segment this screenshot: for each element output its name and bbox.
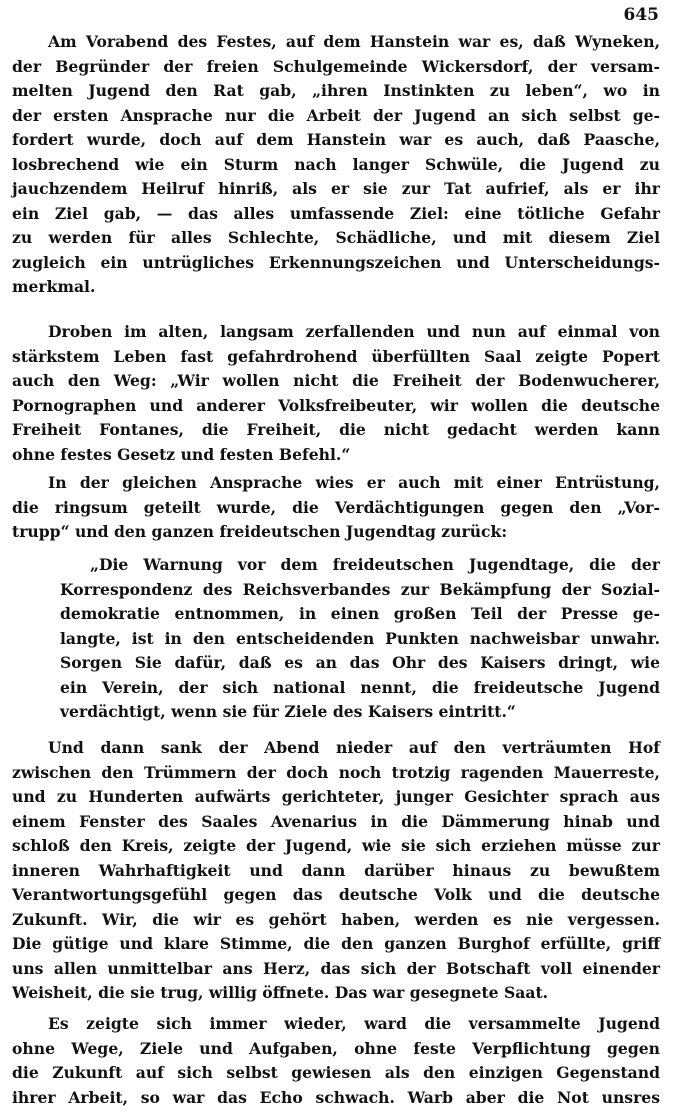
text-line: und zu Hunderten aufwärts gerichteter, junger Gesichter sprach aus [12, 787, 660, 806]
text-line: Die gütige und klare Stimme, die den ganzen Burghof erfüllte, griff [12, 934, 660, 953]
quote-line: verdächtigt, wenn sie für Ziele des Kaisers eintritt.“ [60, 702, 516, 721]
quote-line: Korrespondenz des Reichsverbandes zur Bekämpfung der Sozial- [60, 579, 660, 599]
paragraph-5 [12, 1012, 660, 1110]
text-line: Freiheit Fontanes, die Freiheit, die nicht gedacht werden kann [12, 420, 660, 439]
text-line: Am Vorabend des Festes, auf dem Hanstein war es, daß Wyneken, [48, 32, 660, 51]
text-line: ihrer Arbeit, so war das Echo schwach. Warb aber die Not unsres [12, 1087, 660, 1107]
text-line: melten Jugend den Rat gab, „ihren Instinkten zu leben“, wo in [12, 81, 660, 100]
text-line: Pornographen und anderer Volksfreibeuter, wir wollen die deutsche [12, 395, 660, 415]
text-line: einem Fenster des Saales Avenarius in die Dämmerung hinab und [12, 811, 660, 831]
text-line: Droben im alten, langsam zerfallenden und nun auf einmal von [48, 322, 660, 341]
text-line: fordert wurde, doch auf dem Hanstein war es auch, daß Paasche, [12, 130, 660, 149]
text-line: Und dann sank der Abend nieder auf den verträumten Hof [48, 738, 660, 757]
text-line: der Begründer der freien Schulgemeinde Wickersdorf, der versam- [12, 56, 660, 76]
paragraph-4 [12, 736, 660, 1006]
text-line: schloß den Kreis, zeigte der Jugend, wie sie sich erziehen müsse zur [12, 836, 660, 855]
text-line: Zukunft. Wir, die wir es gehört haben, werden es nie vergessen. [12, 909, 660, 929]
quote-line: „Die Warnung vor dem freideutschen Jugendtage, die der [90, 555, 660, 574]
text-line: Es zeigte sich immer wieder, ward die versammelte Jugend [48, 1014, 660, 1033]
text-line: Weisheit, die sie trug, willig öffnete. Das war gesegnete Saat. [12, 983, 549, 1002]
quote-line: ein Verein, der sich national nennt, die freideutsche Jugend [60, 677, 660, 697]
text-line: die ringsum geteilt wurde, die Verdächtigungen gegen den „Vor- [12, 497, 660, 517]
text-line: inneren Wahrhaftigkeit und dann darüber hinaus zu bewußtem [12, 860, 660, 880]
text-line: In der gleichen Ansprache wies er auch mit einer Entrüstung, [48, 473, 660, 492]
text-line: stärkstem Leben fast gefahrdrohend überfüllten Saal zeigte Popert [12, 346, 660, 366]
text-line: die Zukunft auf sich selbst gewiesen als den einzigen Gegenstand [12, 1063, 660, 1082]
text-line: zugleich ein untrügliches Erkennungszeichen und Unterscheidungs- [12, 252, 660, 272]
text-line: ein Ziel gab, — das alles umfassende Ziel: eine tötliche Gefahr [12, 203, 660, 223]
text-line: auch den Weg: „Wir wollen nicht die Freiheit der Bodenwucherer, [12, 371, 660, 390]
text-line: jauchzendem Heilruf hinriß, als er sie zur Tat aufrief, als er ihr [12, 179, 660, 198]
quote-line: demokratie entnommen, in einen großen Teil der Presse ge- [60, 604, 660, 623]
text-line: losbrechend wie ein Sturm nach langer Schwüle, die Jugend zu [12, 154, 660, 174]
text-line: zwischen den Trümmern der doch noch trotzig ragenden Mauerreste, [12, 762, 660, 782]
text-line: zu werden für alles Schlechte, Schädliche, und mit diesem Ziel [12, 228, 660, 247]
block-quote [60, 553, 660, 725]
quote-line: Sorgen Sie dafür, daß es an das Ohr des Kaisers dringt, wie [60, 653, 660, 672]
text-line: merkmal. [12, 277, 96, 296]
paragraph-1 [12, 30, 660, 300]
text-line: trupp“ und den ganzen freideutschen Jugendtag zurück: [12, 522, 508, 541]
text-line: Verantwortungsgefühl gegen das deutsche Volk und die deutsche [12, 885, 660, 904]
quote-line: langte, ist in den entscheidenden Punkten nachweisbar unwahr. [60, 628, 660, 648]
text-line: der ersten Ansprache nur die Arbeit der Jugend an sich selbst ge- [12, 105, 660, 125]
page-number: 645 [623, 5, 659, 25]
text-line: ohne festes Gesetz und festen Befehl.“ [12, 444, 351, 464]
paragraph-2 [12, 320, 660, 467]
text-line: ohne Wege, Ziele und Aufgaben, ohne feste Verpflichtung gegen [12, 1038, 660, 1058]
text-line: uns allen unmittelbar ans Herz, das sich der Botschaft voll einender [12, 958, 660, 978]
paragraph-3 [12, 471, 660, 545]
